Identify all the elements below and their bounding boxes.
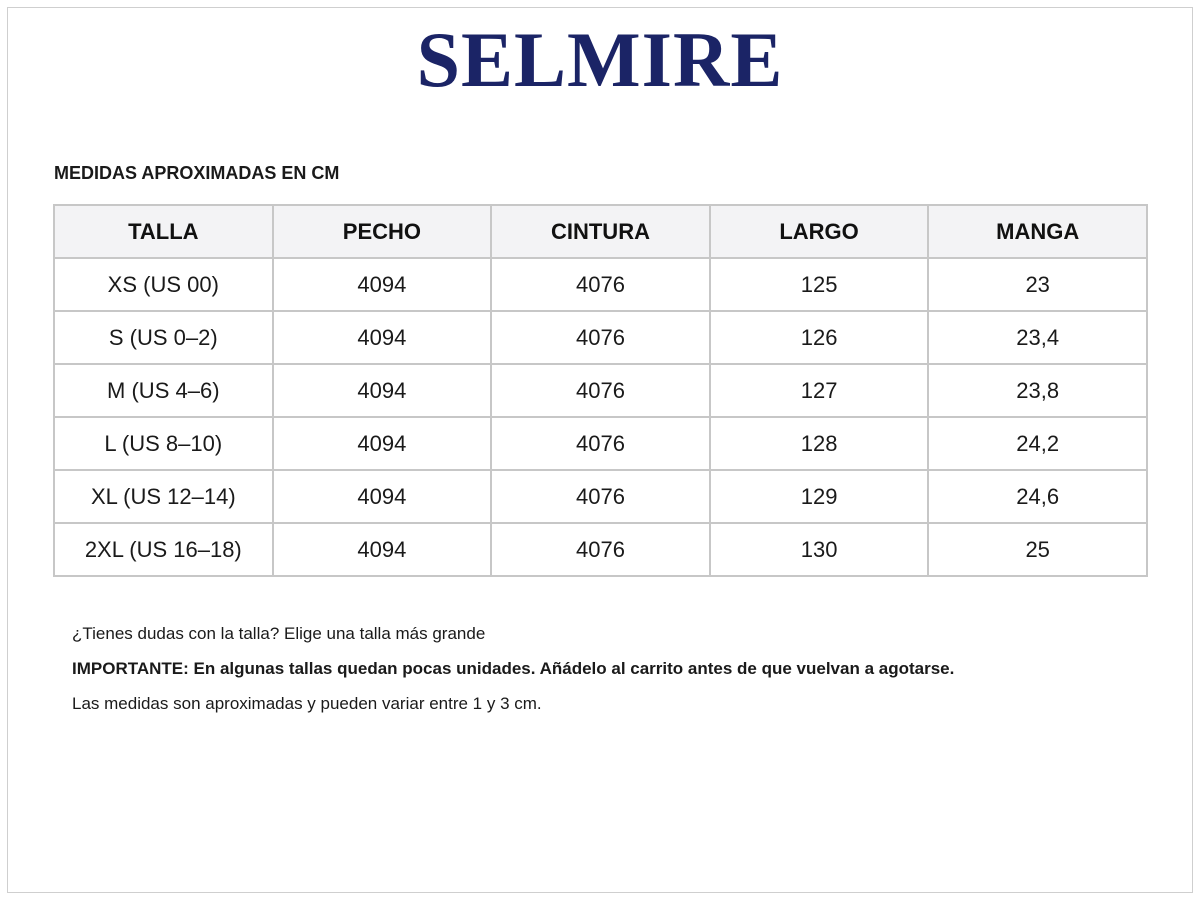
cell-pecho: 4094 [273, 417, 492, 470]
brand-logo: SELMIRE [416, 16, 784, 103]
header-pecho: PECHO [273, 205, 492, 258]
cell-talla: 2XL (US 16–18) [54, 523, 273, 576]
cell-cintura: 4076 [491, 258, 710, 311]
cell-largo: 129 [710, 470, 929, 523]
table-row [54, 523, 1147, 576]
table-row [54, 417, 1147, 470]
cell-largo: 126 [710, 311, 929, 364]
note-size-doubt: ¿Tienes dudas con la talla? Elige una talla más grande [72, 624, 486, 643]
note-approx: Las medidas son aproximadas y pueden variar entre 1 y 3 cm. [72, 694, 542, 713]
cell-talla: M (US 4–6) [54, 364, 273, 417]
size-table [53, 204, 1148, 577]
cell-manga: 23 [928, 258, 1147, 311]
table-row [54, 470, 1147, 523]
section-title: MEDIDAS APROXIMADAS EN CM [54, 163, 340, 183]
cell-cintura: 4076 [491, 470, 710, 523]
cell-talla: XS (US 00) [54, 258, 273, 311]
cell-pecho: 4094 [273, 311, 492, 364]
cell-talla: XL (US 12–14) [54, 470, 273, 523]
note-important: IMPORTANTE: En algunas tallas quedan pocas unidades. Añádelo al carrito antes de que vuelvan a agotarse. [72, 659, 955, 678]
cell-pecho: 4094 [273, 523, 492, 576]
cell-manga: 23,8 [928, 364, 1147, 417]
notes-block [72, 622, 954, 727]
cell-pecho: 4094 [273, 364, 492, 417]
table-row [54, 311, 1147, 364]
cell-largo: 128 [710, 417, 929, 470]
cell-cintura: 4076 [491, 311, 710, 364]
header-manga: MANGA [928, 205, 1147, 258]
table-header-row [54, 205, 1147, 258]
cell-pecho: 4094 [273, 258, 492, 311]
cell-manga: 24,6 [928, 470, 1147, 523]
cell-cintura: 4076 [491, 417, 710, 470]
cell-cintura: 4076 [491, 364, 710, 417]
cell-manga: 24,2 [928, 417, 1147, 470]
cell-pecho: 4094 [273, 470, 492, 523]
table-row [54, 364, 1147, 417]
cell-largo: 125 [710, 258, 929, 311]
cell-talla: S (US 0–2) [54, 311, 273, 364]
cell-cintura: 4076 [491, 523, 710, 576]
cell-manga: 23,4 [928, 311, 1147, 364]
cell-largo: 130 [710, 523, 929, 576]
header-largo: LARGO [710, 205, 929, 258]
table-row [54, 258, 1147, 311]
header-talla: TALLA [54, 205, 273, 258]
cell-talla: L (US 8–10) [54, 417, 273, 470]
header-cintura: CINTURA [491, 205, 710, 258]
cell-manga: 25 [928, 523, 1147, 576]
cell-largo: 127 [710, 364, 929, 417]
